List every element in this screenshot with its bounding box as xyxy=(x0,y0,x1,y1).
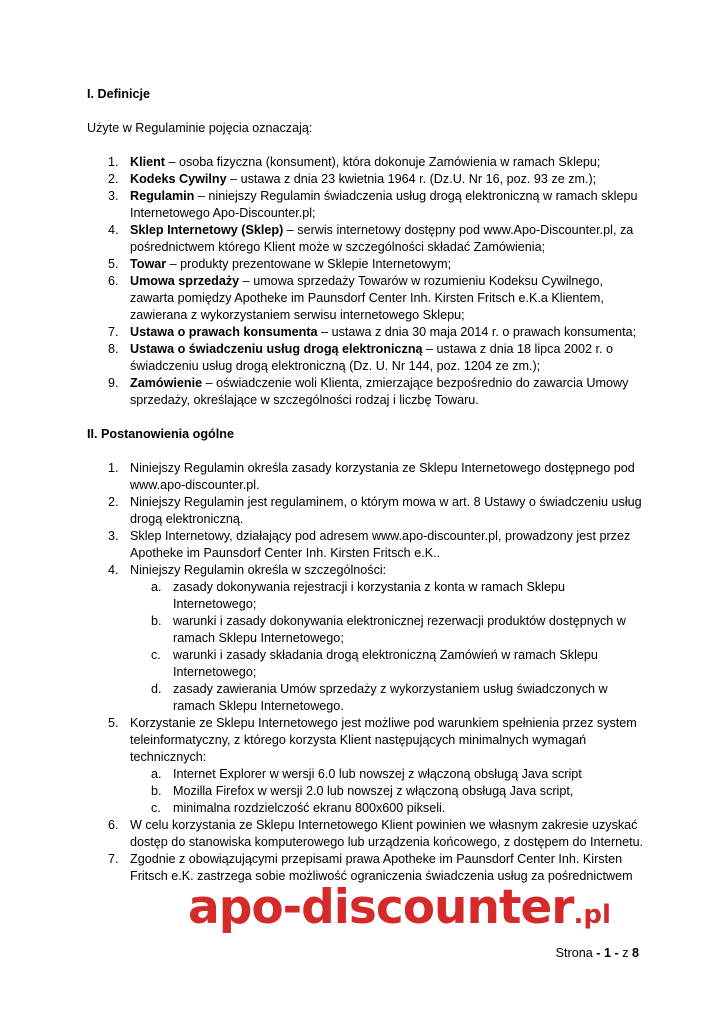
logo-tld: .pl xyxy=(573,900,611,930)
definition-text: – osoba fizyczna (konsument), która dokonuje Zamówienia w ramach Sklepu; xyxy=(164,155,601,169)
item-number: 3. xyxy=(108,529,119,543)
item-number: 5. xyxy=(108,257,119,271)
provision-item xyxy=(87,817,647,851)
item-number: 5. xyxy=(108,716,119,730)
definition-text: – ustawa z dnia 18 lipca 2002 r. o świadczeniu usług drogą elektroniczną (Dz. U. Nr 144, poz. 1204 ze zm.); xyxy=(130,342,613,373)
item-number: 9. xyxy=(108,376,119,390)
subitem-text: Mozilla Firefox w wersji 2.0 lub nowszej z włączoną obsługą Java script, xyxy=(173,784,574,798)
definition-item xyxy=(87,222,647,256)
definition-term: Regulamin xyxy=(130,189,195,203)
section-1-heading: I. Definicje xyxy=(87,87,150,101)
provision-subitem xyxy=(130,766,647,783)
definition-term: Zamówienie xyxy=(130,376,203,390)
definition-term: Klient xyxy=(130,155,165,169)
provision-text: W celu korzystania ze Sklepu Internetowego Klient powinien we własnym zakresie uzyskać dostęp do stanowiska komputerowego lub urządzenia końcowego, z dostępem do Internetu. xyxy=(130,818,644,849)
provision-subitem xyxy=(130,579,647,613)
definition-term: Towar xyxy=(130,257,167,271)
provision-item xyxy=(87,494,647,528)
provision-text: Korzystanie ze Sklepu Internetowego jest możliwe pod warunkiem spełnienia przez system teleinformatyczny, z którego korzysta Klient następujących minimalnych wymagań technicznych: xyxy=(130,716,637,764)
definition-text: – umowa sprzedaży Towarów w rozumieniu Kodeksu Cywilnego, zawarta pomiędzy Apotheke im Paunsdorf Center Inh. Kirsten Fritsch e.K.a Klientem, zawierana z wykorzystaniem serwisu internetowego Sklepu; xyxy=(130,274,604,322)
provision-text: Niniejszy Regulamin określa w szczególności: xyxy=(130,563,387,577)
subitem-text: zasady dokonywania rejestracji i korzystania z konta w ramach Sklepu Internetowego; xyxy=(173,580,565,611)
provision-subitem xyxy=(130,783,647,800)
definition-item xyxy=(87,256,647,273)
provision-text: Niniejszy Regulamin jest regulaminem, o którym mowa w art. 8 Ustawy o świadczeniu usług drogą elektroniczną. xyxy=(130,495,642,526)
subitem-text: Internet Explorer w wersji 6.0 lub nowszej z włączoną obsługą Java script xyxy=(173,767,582,781)
provision-text: Zgodnie z obowiązującymi przepisami prawa Apotheke im Paunsdorf Center Inh. Kirsten Fritsch e.K. zastrzega sobie możliwość ograniczenia świadczenia usług za pośrednictwem xyxy=(130,852,633,883)
subitem-text: minimalna rozdzielczość ekranu 800x600 pikseli. xyxy=(173,801,446,815)
definition-term: Sklep Internetowy (Sklep) xyxy=(130,223,284,237)
definitions-list xyxy=(87,154,647,409)
definition-term: Ustawa o świadczeniu usług drogą elektroniczną xyxy=(130,342,423,356)
subitem-letter: b. xyxy=(151,784,162,798)
item-number: 4. xyxy=(108,223,119,237)
definition-text: – niniejszy Regulamin świadczenia usług drogą elektroniczną w ramach sklepu Internetowego Apo-Discounter.pl; xyxy=(130,189,638,220)
subitem-letter: c. xyxy=(151,801,161,815)
item-number: 4. xyxy=(108,563,119,577)
item-number: 3. xyxy=(108,189,119,203)
subitem-text: warunki i zasady dokonywania elektronicznej rezerwacji produktów dostępnych w ramach Sklepu Internetowego; xyxy=(173,614,626,645)
document-content xyxy=(87,86,647,885)
item-number: 7. xyxy=(108,325,119,339)
definition-term: Ustawa o prawach konsumenta xyxy=(130,325,318,339)
definition-item xyxy=(87,324,647,341)
definition-item xyxy=(87,375,647,409)
provision-subitem xyxy=(130,647,647,681)
general-provisions-list xyxy=(87,460,647,885)
provision-item xyxy=(87,562,647,715)
subitem-letter: a. xyxy=(151,767,162,781)
item-number: 8. xyxy=(108,342,119,356)
apo-discounter-logo xyxy=(188,880,611,940)
definition-text: – ustawa z dnia 23 kwietnia 1964 r. (Dz.U. Nr 16, poz. 93 ze zm.); xyxy=(226,172,597,186)
provision-subitem xyxy=(130,800,647,817)
subitem-text: warunki i zasady składania drogą elektroniczną Zamówień w ramach Sklepu Internetowego; xyxy=(173,648,598,679)
provision-text: Sklep Internetowy, działający pod adresem www.apo-discounter.pl, prowadzony jest przez Apotheke im Paunsdorf Center Inh. Kirsten Fritsch e.K.. xyxy=(130,529,631,560)
item-number: 2. xyxy=(108,172,119,186)
footer-total-pages: 8 xyxy=(631,946,639,960)
definition-text: – serwis internetowy dostępny pod www.Apo-Discounter.pl, za pośrednictwem którego Klient może w szczególności składać Zamówienia; xyxy=(130,223,634,254)
page-footer: Strona - 1 - z 8 xyxy=(555,946,639,960)
provision-item xyxy=(87,528,647,562)
section-1-intro: Użyte w Regulaminie pojęcia oznaczają: xyxy=(87,121,313,135)
provision-item xyxy=(87,460,647,494)
provision-subitem xyxy=(130,681,647,715)
provision-item xyxy=(87,715,647,817)
definition-text: – ustawa z dnia 30 maja 2014 r. o prawach konsumenta; xyxy=(317,325,637,339)
definition-text: – produkty prezentowane w Sklepie Internetowym; xyxy=(166,257,452,271)
definition-term: Umowa sprzedaży xyxy=(130,274,240,288)
definition-item xyxy=(87,171,647,188)
section-2-heading: II. Postanowienia ogólne xyxy=(87,427,234,441)
provision-sublist xyxy=(130,766,647,817)
definition-term: Kodeks Cywilny xyxy=(130,172,227,186)
subitem-letter: a. xyxy=(151,580,162,594)
definition-item xyxy=(87,188,647,222)
subitem-letter: d. xyxy=(151,682,162,696)
provision-text: Niniejszy Regulamin określa zasady korzystania ze Sklepu Internetowego dostępnego pod www.apo-discounter.pl. xyxy=(130,461,635,492)
provision-subitem xyxy=(130,613,647,647)
provision-sublist xyxy=(130,579,647,715)
footer-separator: z xyxy=(622,946,629,960)
item-number: 2. xyxy=(108,495,119,509)
footer-page-number: 1 xyxy=(603,946,611,960)
item-number: 6. xyxy=(108,818,119,832)
definition-text: – oświadczenie woli Klienta, zmierzające bezpośrednio do zawarcia Umowy sprzedaży, określające w szczególności rodzaj i liczbę Towaru. xyxy=(130,376,629,407)
item-number: 6. xyxy=(108,274,119,288)
item-number: 1. xyxy=(108,155,119,169)
logo-text: apo-discounter xyxy=(188,880,574,935)
subitem-text: zasady zawierania Umów sprzedaży z wykorzystaniem usług świadczonych w ramach Sklepu Internetowego. xyxy=(173,682,608,713)
item-number: 7. xyxy=(108,852,119,866)
definition-item xyxy=(87,341,647,375)
item-number: 1. xyxy=(108,461,119,475)
definition-item xyxy=(87,273,647,324)
subitem-letter: c. xyxy=(151,648,161,662)
subitem-letter: b. xyxy=(151,614,162,628)
footer-label: Strona xyxy=(555,946,593,960)
definition-item xyxy=(87,154,647,171)
